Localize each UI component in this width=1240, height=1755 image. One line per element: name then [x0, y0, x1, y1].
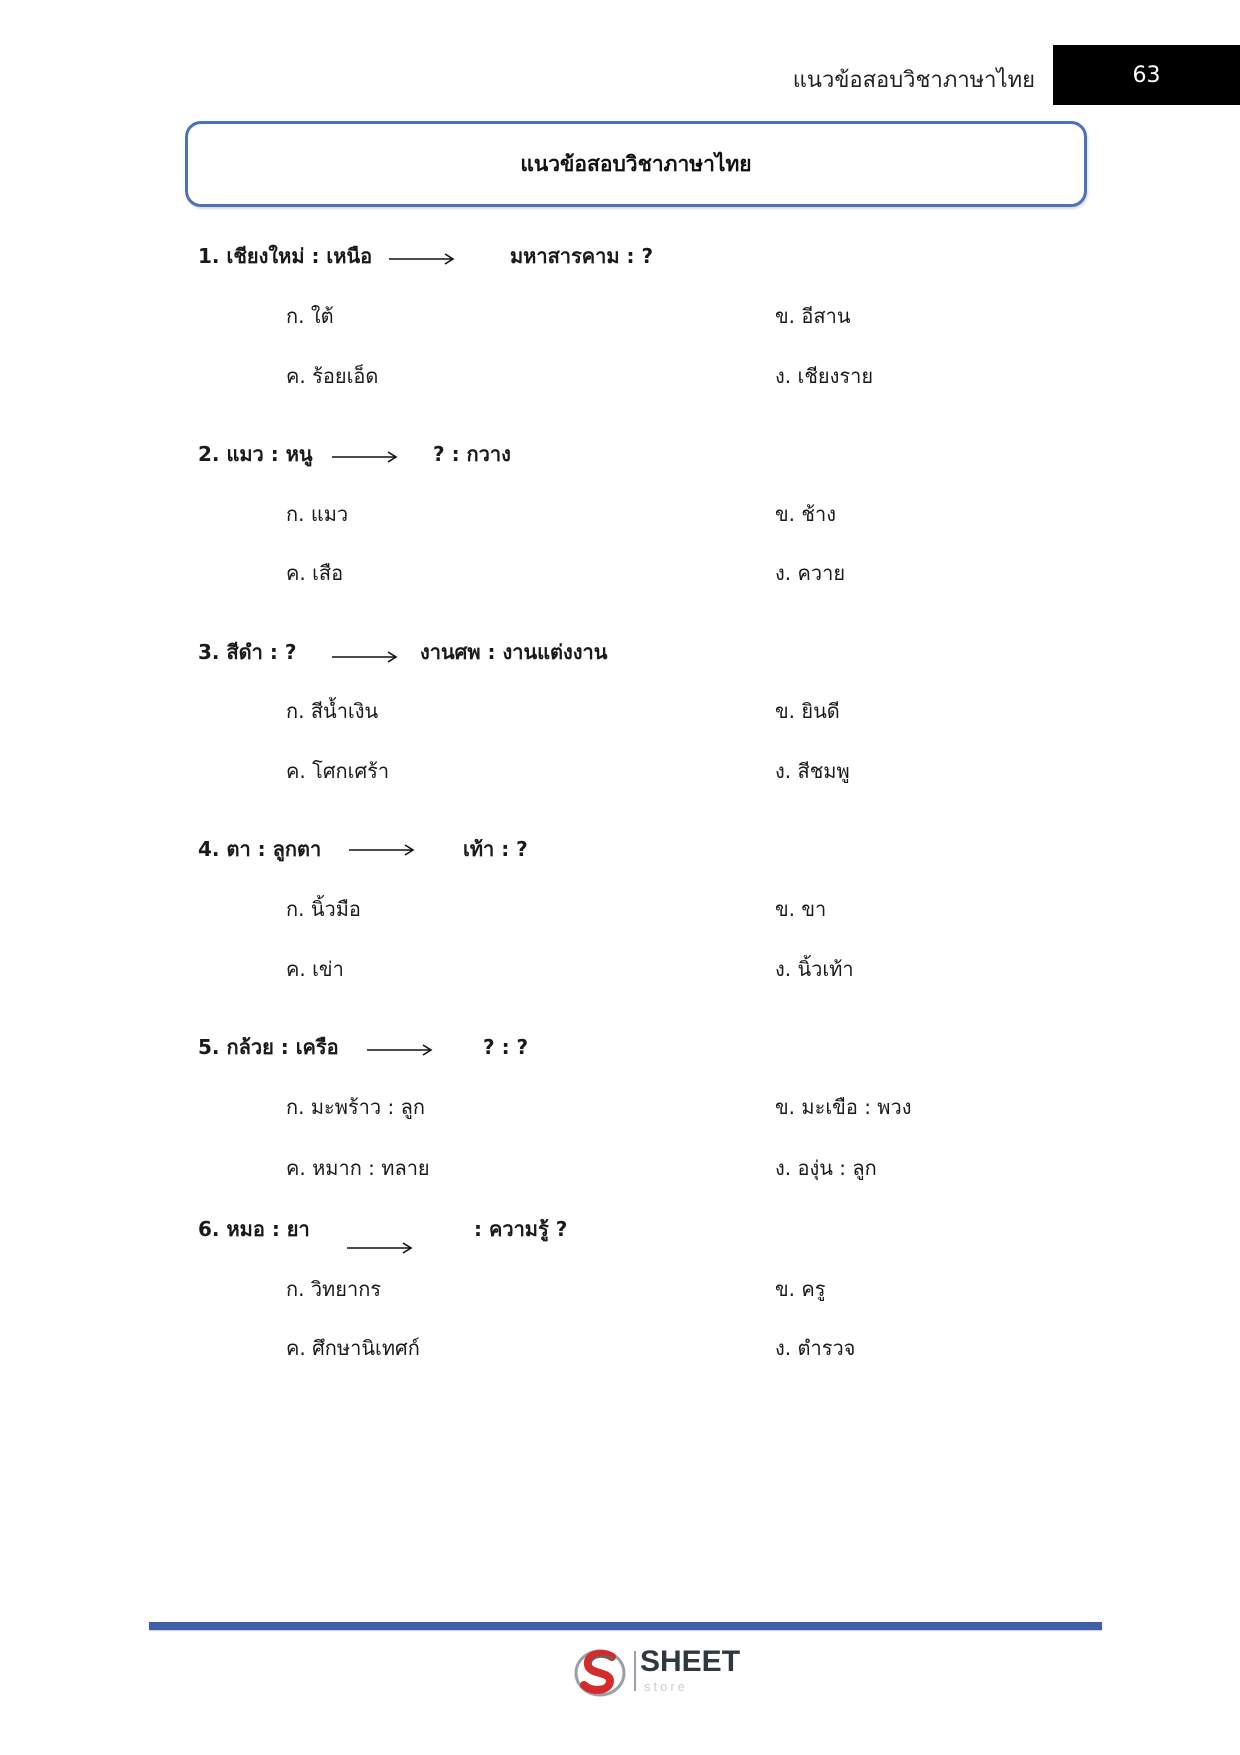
question-stem	[198, 1213, 1098, 1245]
logo-divider	[634, 1651, 636, 1691]
question-3	[198, 636, 1098, 668]
right-arrow-icon	[332, 649, 398, 665]
logo-sub: store	[644, 1679, 688, 1694]
question-left-part: 5. กล้วย : เครือ	[198, 1035, 339, 1059]
choice-a[interactable]: ก. นิ้วมือ	[286, 897, 361, 921]
question-1	[198, 240, 1098, 272]
question-right-part: : ความรู้ ?	[474, 1217, 568, 1241]
question-left-part: 4. ตา : ลูกตา	[198, 837, 322, 861]
choice-d[interactable]: ง. ควาย	[775, 561, 846, 585]
question-stem	[198, 636, 1098, 668]
choice-d[interactable]: ง. เชียงราย	[775, 364, 874, 388]
question-5	[198, 1031, 1098, 1063]
choice-d[interactable]: ง. ตำรวจ	[775, 1336, 856, 1360]
right-arrow-icon	[389, 251, 455, 267]
title-box	[185, 121, 1087, 207]
right-arrow-icon	[367, 1042, 433, 1058]
logo-word: SHEET	[640, 1645, 741, 1678]
right-arrow-icon	[349, 842, 415, 858]
question-2	[198, 438, 1098, 470]
choice-a[interactable]: ก. มะพร้าว : ลูก	[286, 1095, 425, 1119]
question-right-part: ? : ?	[483, 1035, 529, 1059]
choice-c[interactable]: ค. เสือ	[286, 561, 344, 585]
choice-a[interactable]: ก. วิทยากร	[286, 1277, 382, 1301]
page-title: แนวข้อสอบวิชาภาษาไทย	[520, 151, 752, 176]
question-right-part: งานศพ : งานแต่งงาน	[420, 640, 608, 664]
s-mark-icon	[574, 1645, 630, 1699]
question-left-part: 2. แมว : หนู	[198, 442, 313, 466]
choice-d[interactable]: ง. นิ้วเท้า	[775, 957, 854, 981]
question-left-part: 1. เชียงใหม่ : เหนือ	[198, 244, 373, 268]
choice-c[interactable]: ค. ร้อยเอ็ด	[286, 364, 379, 388]
choice-b[interactable]: ข. ขา	[775, 897, 827, 921]
question-stem	[198, 438, 1098, 470]
choice-b[interactable]: ข. มะเขือ : พวง	[775, 1095, 912, 1119]
question-4	[198, 833, 1098, 865]
choice-a[interactable]: ก. แมว	[286, 502, 349, 526]
question-stem	[198, 240, 1098, 272]
choice-c[interactable]: ค. หมาก : ทลาย	[286, 1156, 430, 1180]
choice-b[interactable]: ข. ช้าง	[775, 502, 836, 526]
choice-b[interactable]: ข. อีสาน	[775, 304, 851, 328]
right-arrow-icon	[332, 449, 398, 465]
question-right-part: ? : กวาง	[433, 442, 511, 466]
question-stem	[198, 1031, 1098, 1063]
choice-b[interactable]: ข. ครู	[775, 1277, 826, 1301]
right-arrow-icon	[347, 1240, 413, 1256]
question-6	[198, 1213, 1098, 1245]
choice-c[interactable]: ค. โศกเศร้า	[286, 759, 390, 783]
running-header-title: แนวข้อสอบวิชาภาษาไทย	[792, 68, 1035, 93]
choice-b[interactable]: ข. ยินดี	[775, 699, 840, 723]
question-stem	[198, 833, 1098, 865]
choice-a[interactable]: ก. ใต้	[286, 304, 334, 328]
choice-a[interactable]: ก. สีน้ำเงิน	[286, 699, 379, 723]
choice-c[interactable]: ค. ศึกษานิเทศก์	[286, 1336, 420, 1360]
question-right-part: เท้า : ?	[463, 837, 528, 861]
question-left-part: 3. สีดำ : ?	[198, 640, 297, 664]
choice-c[interactable]: ค. เข่า	[286, 957, 344, 981]
page-number: 63	[1053, 45, 1240, 105]
choice-d[interactable]: ง. สีชมพู	[775, 759, 850, 783]
choice-d[interactable]: ง. องุ่น : ลูก	[775, 1156, 877, 1180]
question-left-part: 6. หมอ : ยา	[198, 1217, 310, 1241]
sheet-store-logo	[574, 1645, 744, 1699]
question-right-part: มหาสารคาม : ?	[510, 244, 654, 268]
footer-rule	[149, 1622, 1102, 1630]
